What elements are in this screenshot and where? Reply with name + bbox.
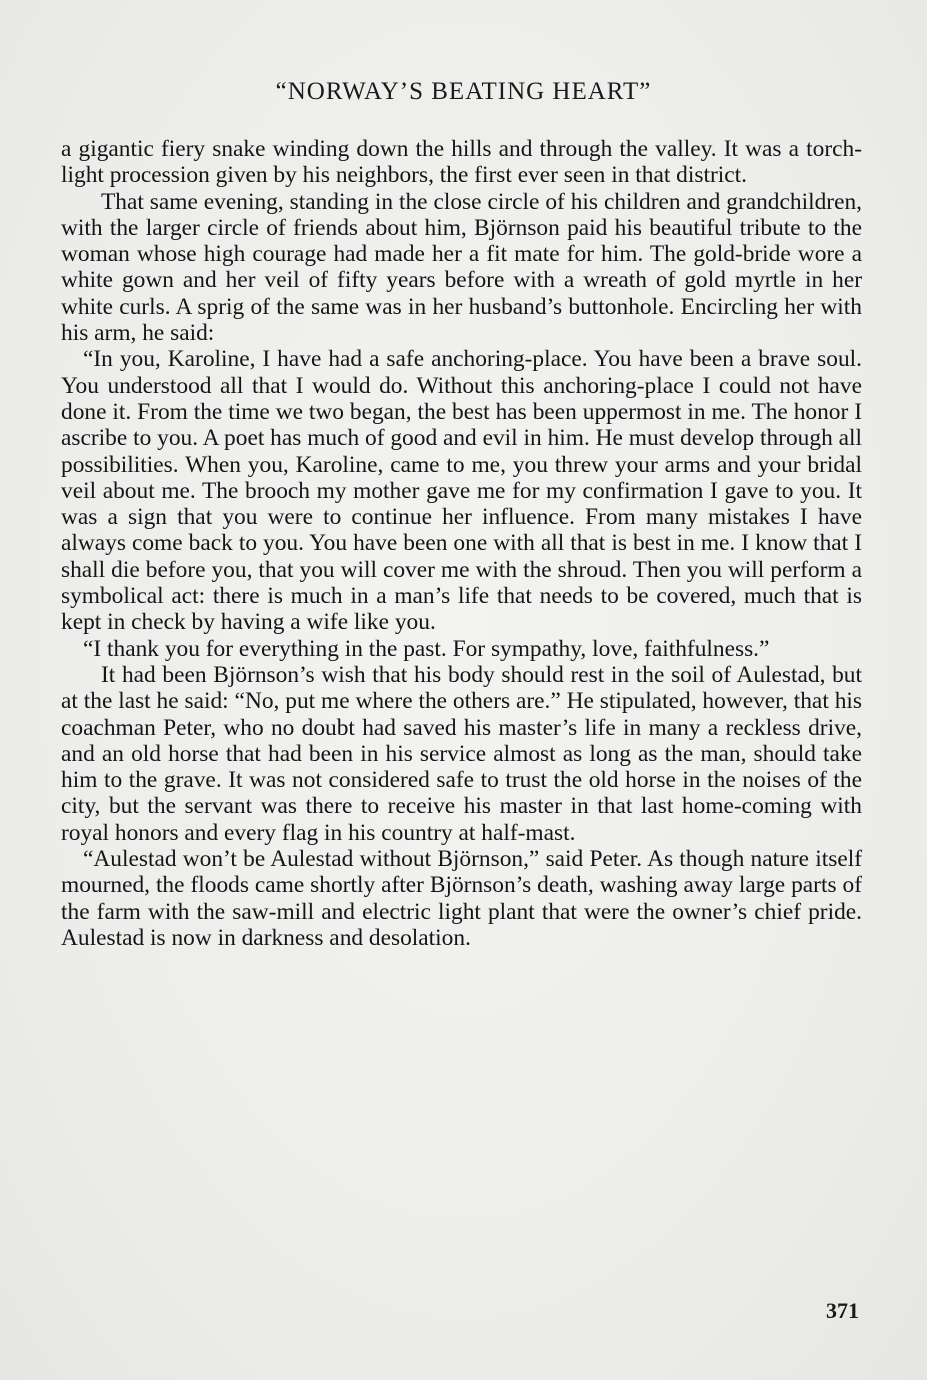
running-title: “NORWAY’S BEATING HEART” — [275, 78, 652, 105]
paragraph-burial-wish: It had been Björnson’s wish that his body should rest in the soil of Aulestad, but at the last he said: “No, put me where the others are.” He stipulated, however, that his coachman Peter, who no doubt had saved his master’s life in many a reckless drive, and an old horse that had been in his service almost as long as the man, should take him to the grave. It was not considered safe to trust the old horse in the noises of the city, but the servant was there to receive his master in that last home-coming with royal honors and every flag in his country at half-mast. — [61, 661, 862, 846]
paragraph-tribute-quote: “In you, Karoline, I have had a safe anchoring-place. You have been a brave soul. You understood all that I would do. Without this anchoring-place I could not have done it. From the time we two began, the best has been uppermost in me. The honor I ascribe to you. A poet has much of good and evil in him. He must develop through all possibilities. When you, Karoline, came to me, you threw your arms and your bridal veil about me. The brooch my mother gave me for my confirmation I gave to you. It was a sign that you were to continue her influence. From many mistakes I have always come back to you. You have been one with all that is best in me. I know that I shall die before you, that you will cover me with the shroud. Then you will perform a symbolical act: there is much in a man’s life that needs to be covered, much that is kept in check by having a wife like you. — [61, 346, 862, 636]
paragraph-anniversary-evening: That same evening, standing in the close circle of his children and grandchildren, with the larger circle of friends about him, Björnson paid his beautiful tribute to the woman whose high courage had made her a fit mate for him. The gold-bride wore a white gown and her veil of fifty years before with a wreath of gold myrtle in her white curls. A sprig of the same was in her husband’s buttonhole. Encircling her with his arm, he said: — [61, 188, 862, 347]
page-number: 371 — [826, 1298, 859, 1323]
paragraph-thanks-quote: “I thank you for everything in the past. For sympathy, love, faithfulness.” — [83, 635, 770, 662]
body-text — [61, 136, 862, 951]
paragraph-aulestad-desolation: “Aulestad won’t be Aulestad without Björnson,” said Peter. As though nature itself mourned, the floods came shortly after Björnson’s death, washing away large parts of the farm with the saw-mill and electric light plant that were the owner’s chief pride. Aulestad is now in darkness and desolation. — [61, 846, 862, 951]
paragraph-continuation: a gigantic fiery snake winding down the hills and through the valley. It was a torch-light procession given by his neighbors, the first ever seen in that district. — [61, 136, 862, 189]
